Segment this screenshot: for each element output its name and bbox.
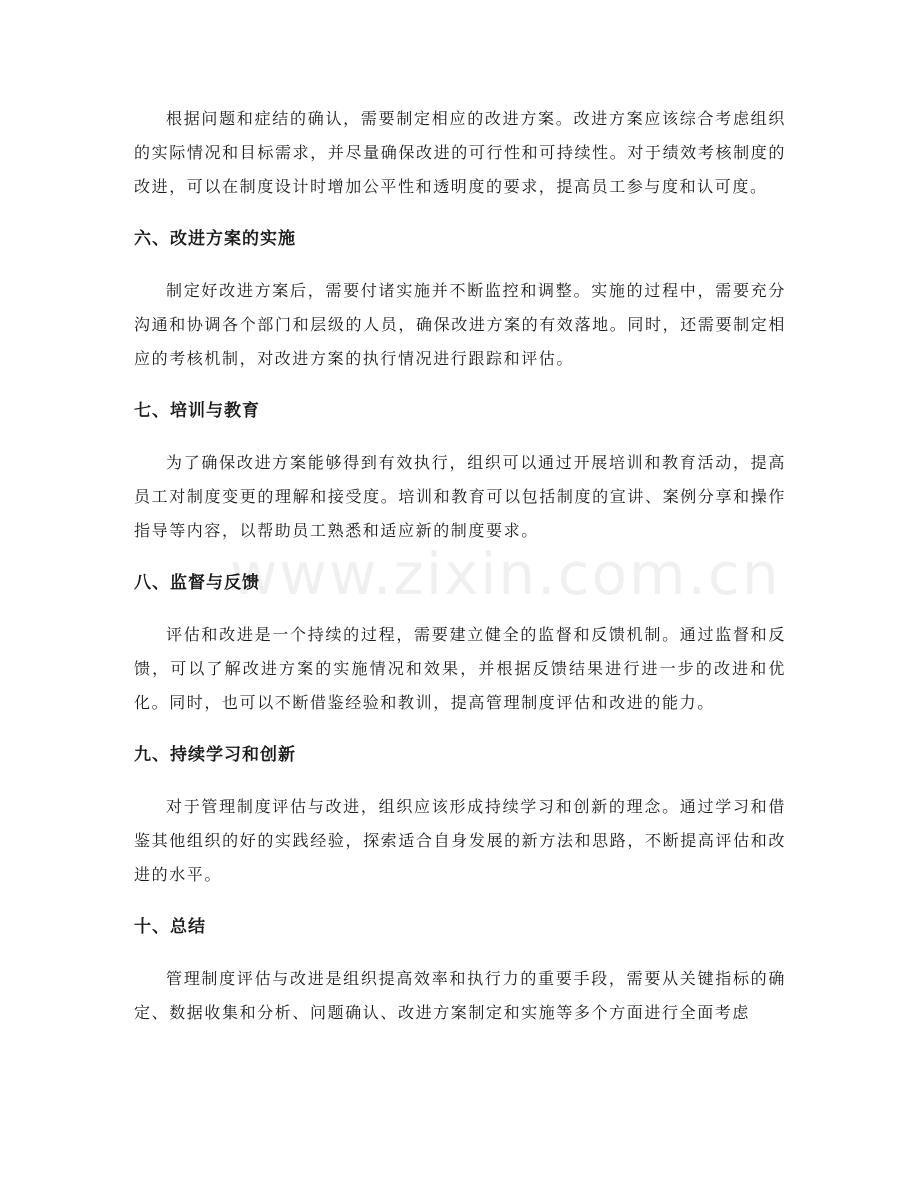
section-heading-6: 六、改进方案的实施 [134, 229, 296, 249]
paragraph-training: 为了确保改进方案能够得到有效执行，组织可以通过开展培训和教育活动，提高员工对制度变更的理解和接受度。培训和教育可以包括制度的宣讲、案例分享和操作指导等内容，以帮助员工熟悉和适应新的制度要求。 [134, 453, 786, 540]
paragraph-problem-solution: 根据问题和症结的确认，需要制定相应的改进方案。改进方案应该综合考虑组织的实际情况和目标需求，并尽量确保改进的可行性和可持续性。对于绩效考核制度的改进，可以在制度设计时增加公平性和透明度的要求，提高员工参与度和认可度。 [134, 109, 786, 196]
paragraph-feedback: 评估和改进是一个持续的过程，需要建立健全的监督和反馈机制。通过监督和反馈，可以了解改进方案的实施情况和效果，并根据反馈结果进行进一步的改进和优化。同时，也可以不断借鉴经验和教训，提高管理制度评估和改进的能力。 [134, 625, 786, 712]
watermark-text: www.zixin.com.cn [230, 540, 781, 608]
section-heading-8: 八、监督与反馈 [134, 573, 260, 593]
section-heading-9: 九、持续学习和创新 [134, 745, 296, 765]
paragraph-learning: 对于管理制度评估与改进，组织应该形成持续学习和创新的理念。通过学习和借鉴其他组织的好的实践经验，探索适合自身发展的新方法和思路，不断提高评估和改进的水平。 [134, 797, 786, 884]
section-heading-7: 七、培训与教育 [134, 401, 260, 421]
paragraph-implementation: 制定好改进方案后，需要付诸实施并不断监控和调整。实施的过程中，需要充分沟通和协调各个部门和层级的人员，确保改进方案的有效落地。同时，还需要制定相应的考核机制，对改进方案的执行情况进行跟踪和评估。 [134, 281, 786, 368]
section-heading-10: 十、总结 [134, 917, 206, 937]
paragraph-summary: 管理制度评估与改进是组织提高效率和执行力的重要手段，需要从关键指标的确定、数据收集和分析、问题确认、改进方案制定和实施等多个方面进行全面考虑 [134, 969, 786, 1022]
